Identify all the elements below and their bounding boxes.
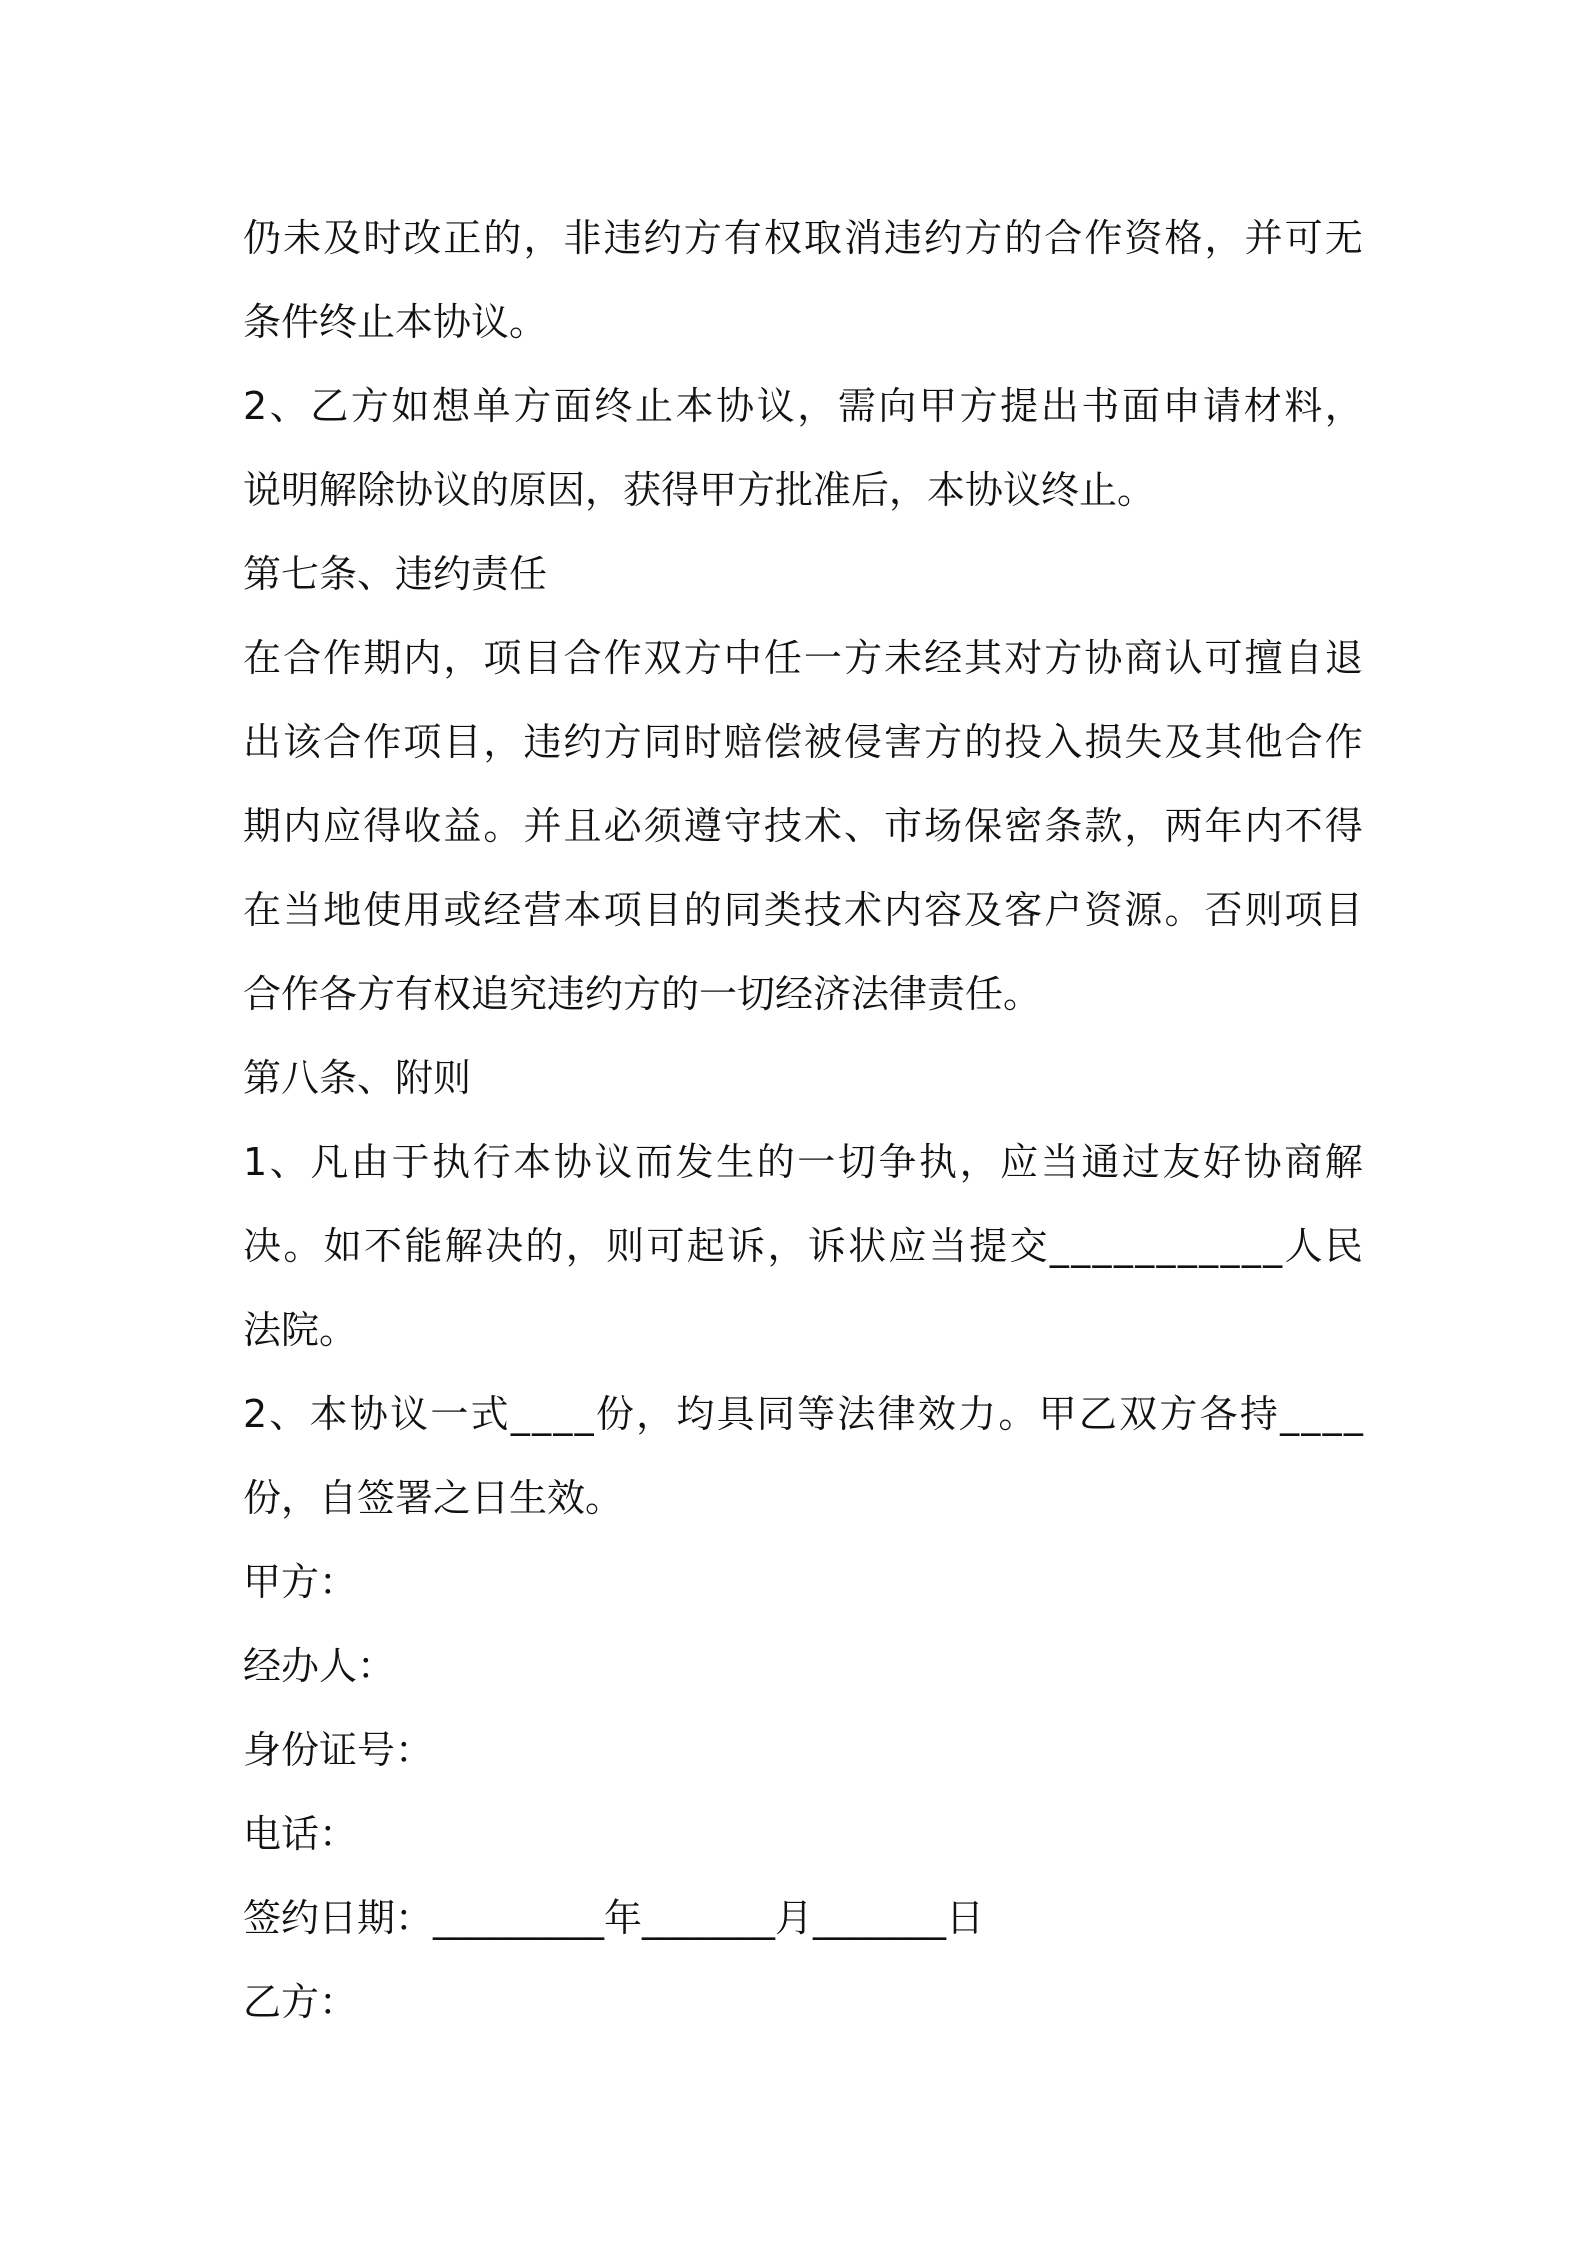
text-line: 在 当 地 使 用 或 经 营 本 项 目 的 同 类 技 术 内 容 及 客 户 资 源 。 否 则 项 目 — [243, 888, 1363, 932]
section-heading: 第七条、违约责任 — [243, 552, 548, 596]
phone-label: 电话： — [243, 1812, 358, 1856]
text-line: 法院。 — [243, 1308, 358, 1352]
text-line: 1 、 凡 由 于 执 行 本 协 议 而 发 生 的 一 切 争 执 ， 应 当 通 过 友 好 协 商 解 — [243, 1140, 1363, 1184]
text-line: 份，自签署之日生效。 — [243, 1476, 624, 1520]
party-b-label: 乙方： — [243, 1980, 358, 2024]
id-number-label: 身份证号： — [243, 1728, 434, 1772]
text-line: 仍 未 及 时 改 正 的 ， 非 违 约 方 有 权 取 消 违 约 方 的 合 作 资 格 ， 并 可 无 — [243, 216, 1363, 260]
agent-label: 经办人： — [243, 1644, 396, 1688]
party-a-label: 甲方： — [243, 1560, 358, 1604]
text-line: 条件终止本协议。 — [243, 300, 548, 344]
text-line: 在 合 作 期 内 ， 项 目 合 作 双 方 中 任 一 方 未 经 其 对 方 协 商 认 可 擅 自 退 — [243, 636, 1363, 680]
text-line: 出 该 合 作 项 目 ， 违 约 方 同 时 赔 偿 被 侵 害 方 的 投 入 损 失 及 其 他 合 作 — [243, 720, 1363, 764]
text-line: 说明解除协议的原因，获得甲方批准后，本协议终止。 — [243, 468, 1156, 512]
text-line: 决 。 如 不 能 解 决 的 ， 则 可 起 诉 ， 诉 状 应 当 提 交 _ _ _ _ _ _ _ _ _ _ _ 人 民 — [243, 1224, 1363, 1268]
document-body — [243, 196, 1363, 2044]
text-line: 2 、 乙 方 如 想 单 方 面 终 止 本 协 议 ， 需 向 甲 方 提 出 书 面 申 请 材 料 ， — [243, 384, 1363, 428]
section-heading: 第八条、附则 — [243, 1056, 472, 1100]
text-line: 期 内 应 得 收 益 。 并 且 必 须 遵 守 技 术 、 市 场 保 密 条 款 ， 两 年 内 不 得 — [243, 804, 1363, 848]
text-line: 2 、 本 协 议 一 式 _ _ _ _ 份 ， 均 具 同 等 法 律 效 力 。 甲 乙 双 方 各 持 _ _ _ _ — [243, 1392, 1363, 1436]
text-line: 合作各方有权追究违约方的一切经济法律责任。 — [243, 972, 1042, 1016]
signing-date-label: 签约日期：_________年_______月_______日 — [243, 1896, 985, 1940]
